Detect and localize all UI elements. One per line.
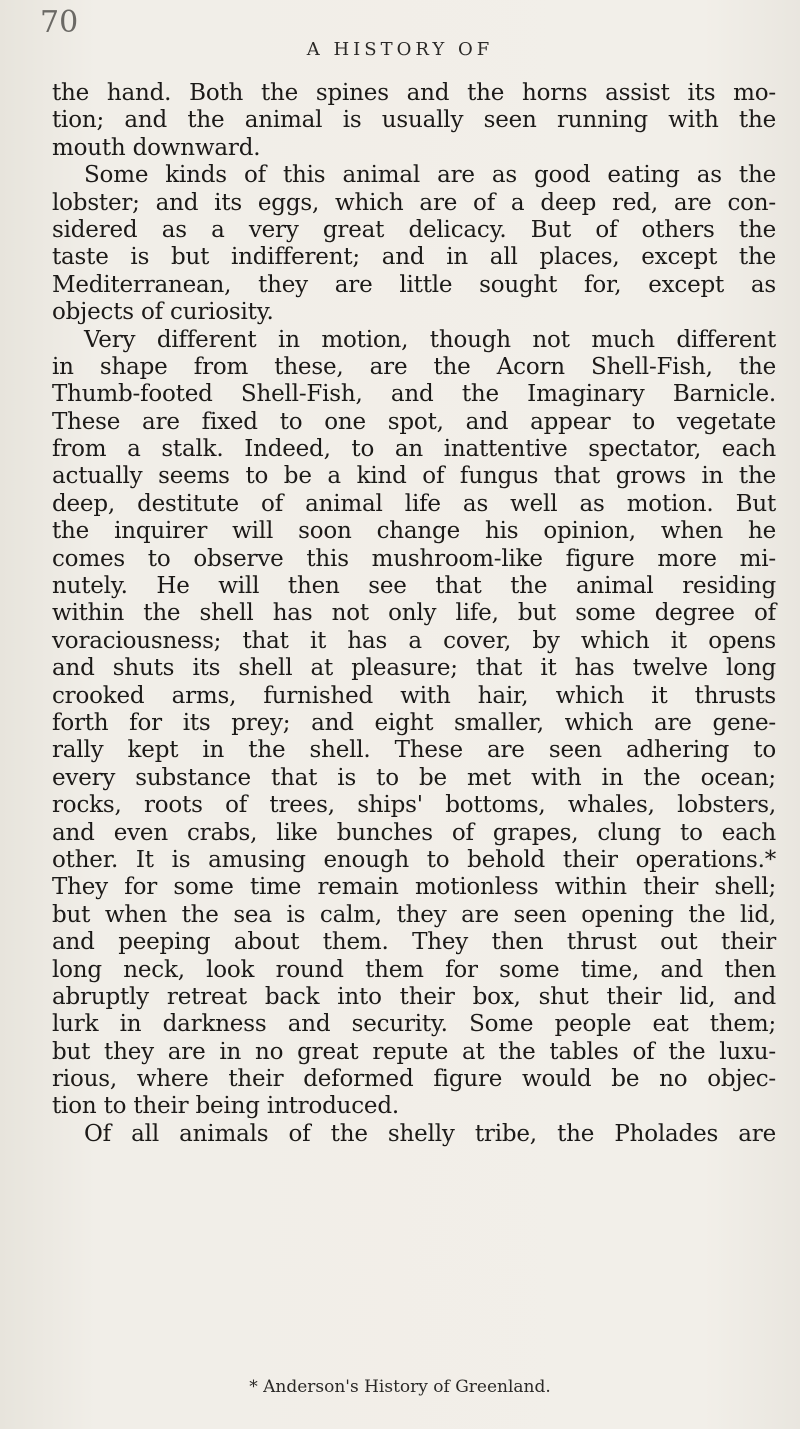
text-line: mouth downward. (52, 134, 261, 161)
text-line: rally kept in the shell. These are seen adhering to (52, 737, 776, 764)
text-line: every substance that is to be met with in the ocean; (52, 764, 776, 791)
text-line: the inquirer will soon change his opinion, when he (52, 518, 776, 545)
text-line: actually seems to be a kind of fungus that grows in the (52, 463, 776, 490)
text-line: objects of curiosity. (52, 299, 274, 326)
text-line: long neck, look round them for some time, and then (52, 956, 776, 983)
text-line: rious, where their deformed figure would be no objec- (52, 1066, 776, 1093)
text-line: rocks, roots of trees, ships' bottoms, whales, lobsters, (52, 792, 776, 819)
text-line: Of all animals of the shelly tribe, the Pholades are (84, 1120, 776, 1147)
text-line: Very different in motion, though not much different (84, 326, 776, 353)
text-line: lurk in darkness and security. Some people eat them; (52, 1011, 776, 1038)
footnote: * Anderson's History of Greenland. (249, 1377, 551, 1397)
text-line: deep, destitute of animal life as well as motion. But (52, 490, 776, 517)
text-line: lobster; and its eggs, which are of a deep red, are con- (52, 189, 776, 216)
text-line: and even crabs, like bunches of grapes, clung to each (52, 819, 776, 846)
body-text (52, 80, 776, 1148)
page-number: 70 (40, 5, 79, 40)
text-line: but they are in no great repute at the tables of the luxu- (52, 1038, 776, 1065)
text-line: from a stalk. Indeed, to an inattentive spectator, each (52, 436, 776, 463)
running-head: A HISTORY OF (306, 39, 494, 60)
text-line: crooked arms, furnished with hair, which it thrusts (52, 682, 776, 709)
text-line: Some kinds of this animal are as good eating as the (84, 162, 776, 189)
text-line: and peeping about them. They then thrust out their (52, 929, 776, 956)
text-line: but when the sea is calm, they are seen opening the lid, (52, 901, 776, 928)
text-line: within the shell has not only life, but some degree of (52, 600, 776, 627)
text-line: and shuts its shell at pleasure; that it has twelve long (52, 655, 776, 682)
text-line: nutely. He will then see that the animal residing (52, 573, 776, 600)
text-line: comes to observe this mushroom-like figure more mi- (52, 545, 776, 572)
text-line: taste is but indifferent; and in all places, except the (52, 244, 776, 271)
text-line: in shape from these, are the Acorn Shell-Fish, the (52, 353, 776, 380)
text-line: They for some time remain motionless within their shell; (52, 874, 776, 901)
text-line: the hand. Both the spines and the horns assist its mo- (52, 80, 776, 106)
text-line: tion; and the animal is usually seen running with the (52, 107, 776, 134)
text-line: forth for its prey; and eight smaller, which are gene- (52, 709, 776, 736)
text-line: Mediterranean, they are little sought for, except as (52, 271, 776, 298)
text-line: voraciousness; that it has a cover, by which it opens (52, 627, 776, 654)
text-line: other. It is amusing enough to behold their operations.* (52, 846, 776, 873)
text-line: These are fixed to one spot, and appear to vegetate (52, 408, 776, 435)
text-line: Thumb-footed Shell-Fish, and the Imaginary Barnicle. (52, 381, 776, 408)
text-line: sidered as a very great delicacy. But of others the (52, 216, 776, 243)
text-line: abruptly retreat back into their box, shut their lid, and (52, 983, 776, 1010)
text-line: tion to their being introduced. (52, 1093, 399, 1120)
